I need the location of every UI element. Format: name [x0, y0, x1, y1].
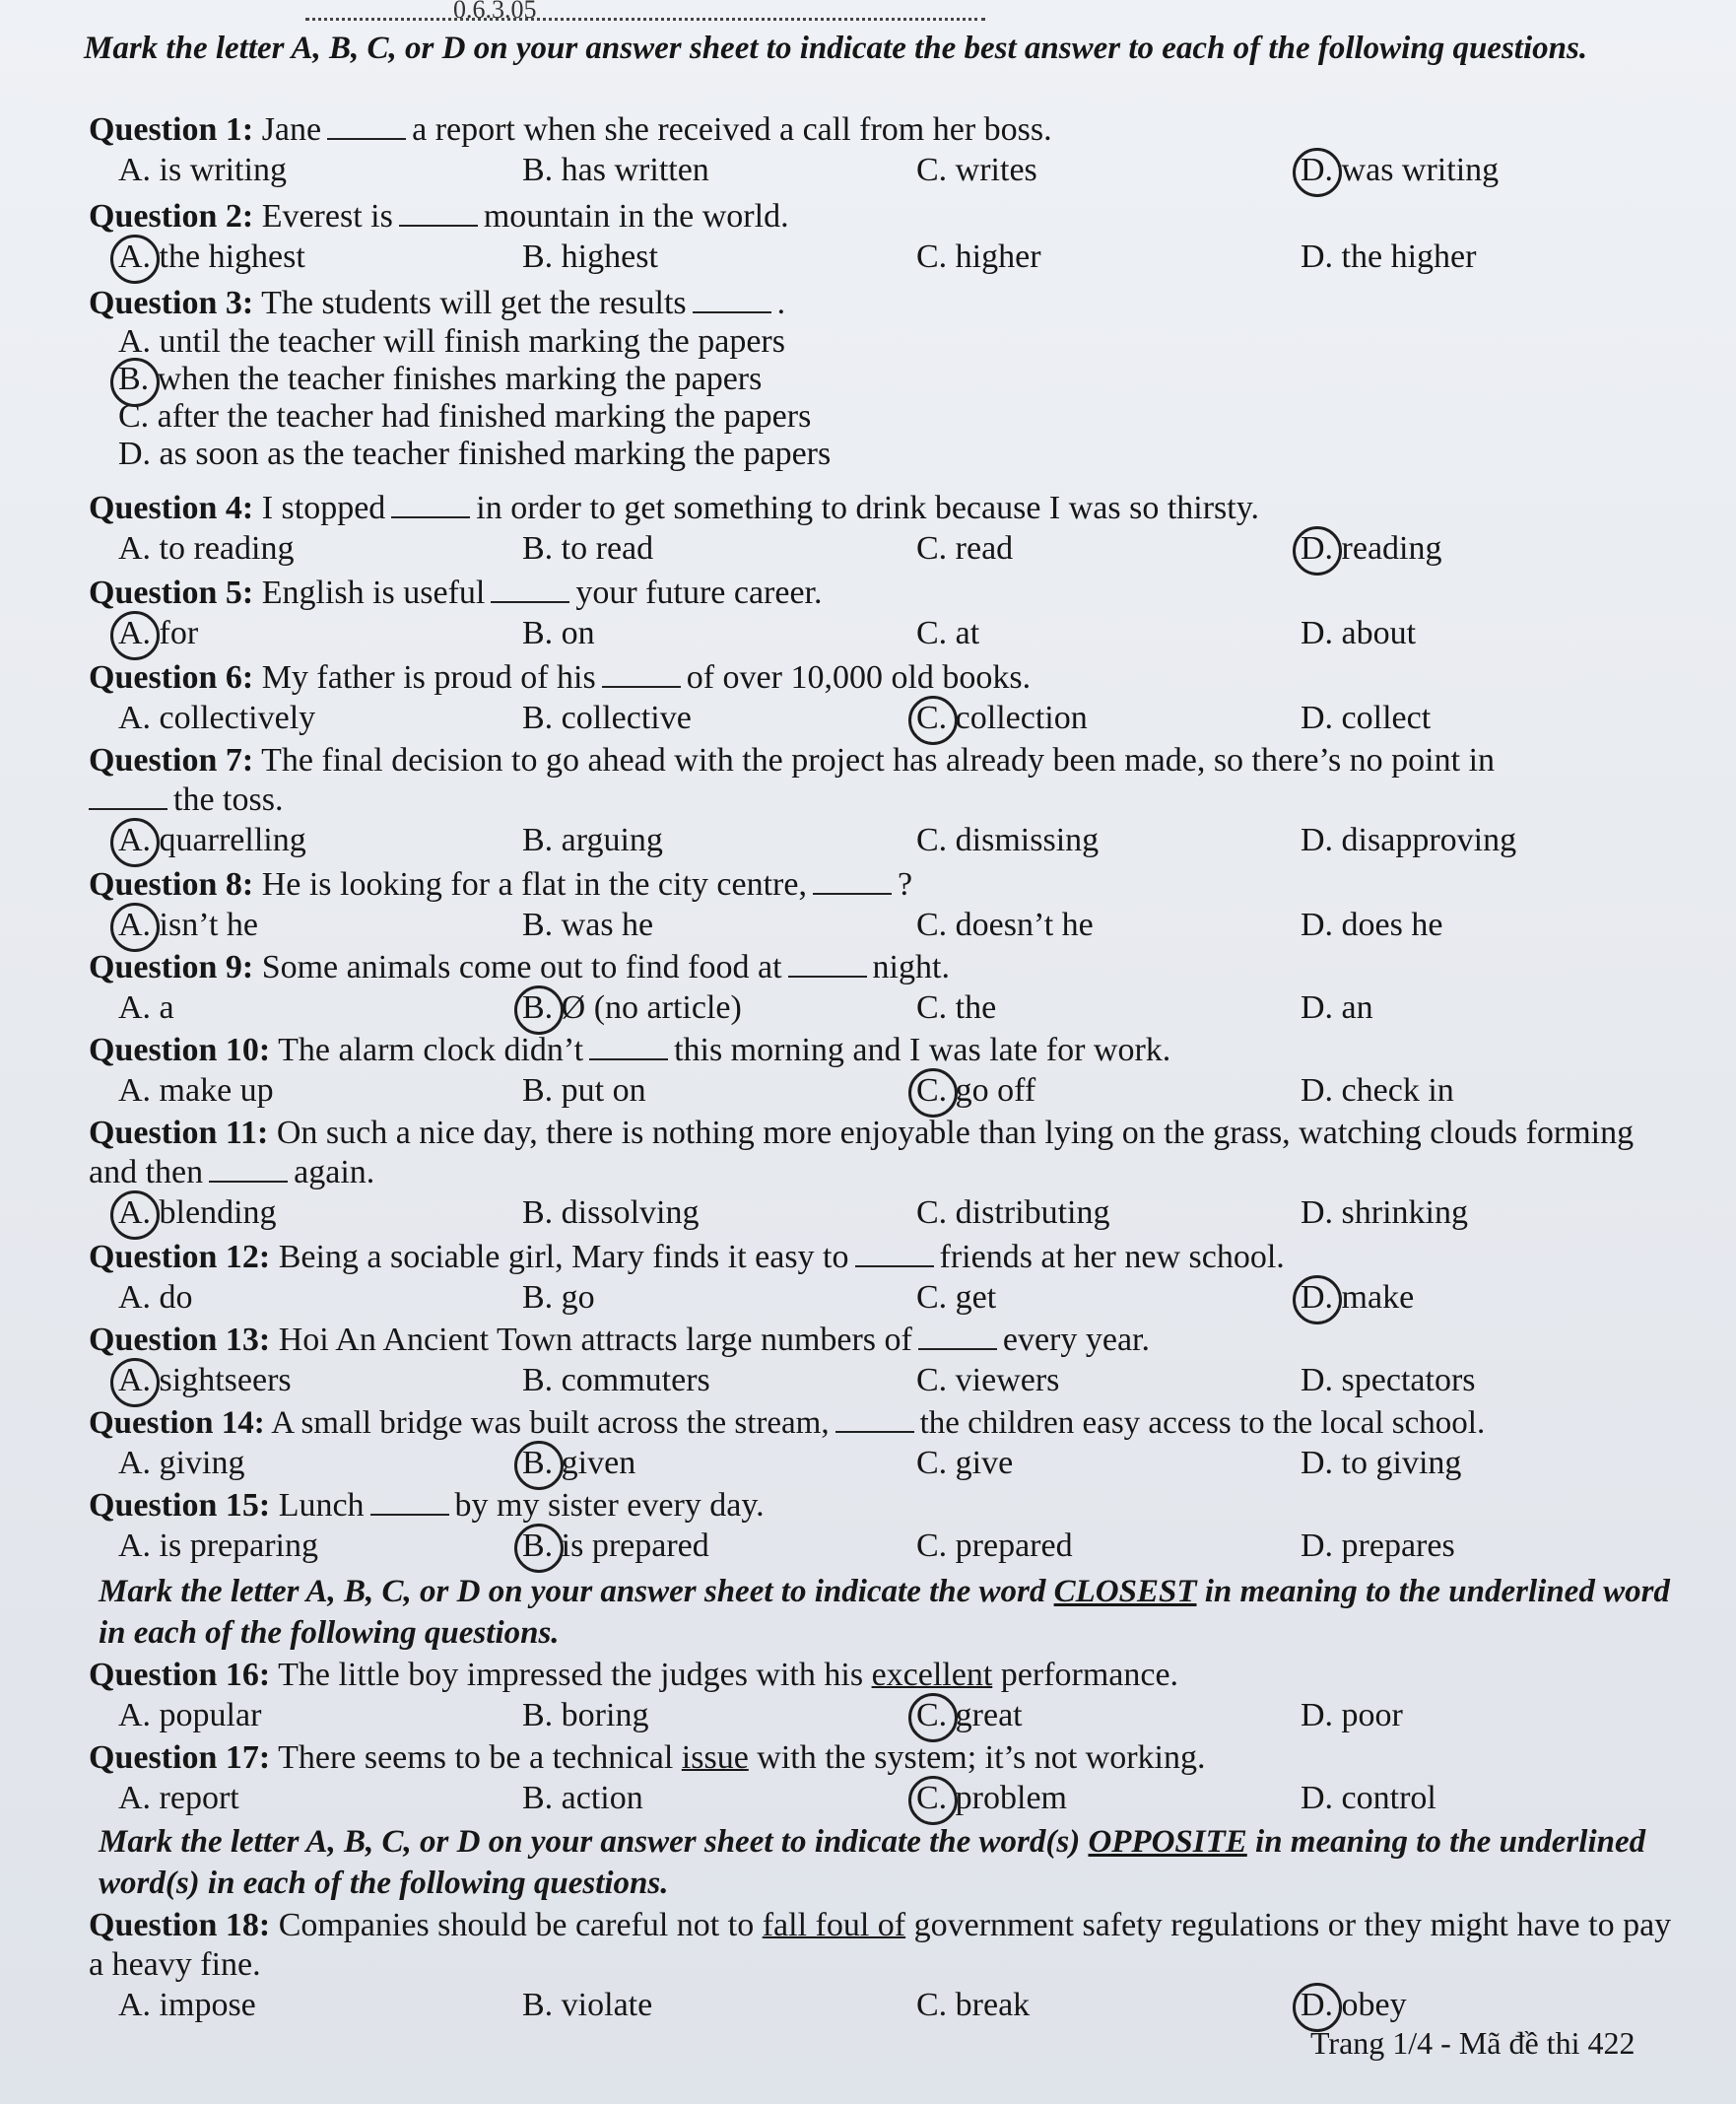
option-d[interactable]: D. the higher [1301, 238, 1477, 275]
option-c[interactable]: C. dismissing [916, 822, 1100, 858]
option-a[interactable]: A. until the teacher will finish marking the papers [118, 323, 785, 360]
option-a[interactable]: A. sightseers [118, 1362, 292, 1399]
option-c[interactable]: C. writes [916, 152, 1037, 188]
question-7 [89, 741, 1685, 863]
option-c[interactable]: C. doesn’t he [916, 907, 1094, 943]
option-a[interactable]: A. collectively [118, 700, 316, 736]
answer-circle [110, 611, 160, 660]
question-11 [89, 1114, 1685, 1236]
question-5 [89, 574, 1685, 656]
top-mark: 0.6.3.05 [453, 0, 537, 24]
instruction-part-3: Mark the letter A, B, C, or D on your answer sheet to indicate the word(s) OPPOSITE in meaning to the underlined word(s) in each of the following questions. [99, 1824, 1646, 1901]
option-b[interactable]: B. go [522, 1279, 595, 1316]
option-d[interactable]: D. an [1301, 989, 1373, 1026]
question-14 [89, 1403, 1685, 1486]
question-2 [89, 197, 1685, 280]
option-c[interactable]: C. collection [916, 700, 1088, 737]
option-a[interactable]: A. impose [118, 1987, 256, 2023]
option-d[interactable]: D. about [1301, 615, 1417, 651]
option-a[interactable]: A. to reading [118, 530, 295, 567]
question-stem: Question 5: English is useful your future career. [89, 575, 823, 611]
question-stem: Question 17: There seems to be a technical issue with the system; it’s not working. [89, 1739, 1206, 1776]
question-stem: Question 16: The little boy impressed the judges with his excellent performance. [89, 1657, 1179, 1693]
question-6 [89, 658, 1685, 741]
answer-circle [1293, 1275, 1342, 1324]
option-d[interactable]: D. make [1301, 1279, 1414, 1317]
question-stem: Question 12: Being a sociable girl, Mary finds it easy to friends at her new school. [89, 1239, 1285, 1275]
answer-circle [110, 235, 160, 284]
option-a[interactable]: A. giving [118, 1445, 245, 1481]
question-12 [89, 1238, 1685, 1321]
question-3 [89, 284, 1685, 473]
option-c[interactable]: C. get [916, 1279, 997, 1316]
question-stem: Question 11: On such a nice day, there is nothing more enjoyable than lying on the grass, watching clouds forming and then again. [89, 1115, 1635, 1190]
option-b[interactable]: B. action [522, 1780, 643, 1816]
option-a[interactable]: A. report [118, 1780, 239, 1816]
header-dotted-line [305, 0, 985, 24]
instruction-part-2: Mark the letter A, B, C, or D on your answer sheet to indicate the word CLOSEST in meaning to the underlined word in each of the following questions. [99, 1574, 1670, 1651]
instruction-part-1: Mark the letter A, B, C, or D on your answer sheet to indicate the best answer to each of the following questions. [84, 31, 1588, 66]
option-b[interactable]: B. dissolving [522, 1194, 700, 1231]
option-d[interactable]: D. reading [1301, 530, 1442, 568]
option-b[interactable]: B. was he [522, 907, 654, 943]
question-stem: Question 2: Everest is mountain in the world. [89, 198, 789, 235]
option-a[interactable]: A. blending [118, 1194, 277, 1232]
option-d[interactable]: D. prepares [1301, 1527, 1455, 1564]
option-c[interactable]: C. viewers [916, 1362, 1060, 1398]
option-d[interactable]: D. shrinking [1301, 1194, 1468, 1231]
question-18 [89, 1906, 1685, 2028]
question-9 [89, 948, 1685, 1031]
question-stem: Question 9: Some animals come out to find food at night. [89, 949, 950, 985]
answer-circle [908, 1693, 958, 1742]
question-17 [89, 1738, 1685, 1821]
question-stem: Question 1: Jane a report when she received a call from her boss. [89, 111, 1052, 148]
option-a[interactable]: A. do [118, 1279, 193, 1316]
option-a[interactable]: A. the highest [118, 238, 305, 276]
option-a[interactable]: A. isn’t he [118, 907, 258, 944]
answer-circle [110, 358, 160, 407]
option-a[interactable]: A. is writing [118, 152, 287, 188]
option-a[interactable]: A. quarrelling [118, 822, 306, 859]
option-c[interactable]: C. after the teacher had finished marking the papers [118, 398, 812, 435]
answer-circle [110, 903, 160, 952]
option-b[interactable]: B. Ø (no article) [522, 989, 742, 1027]
option-c[interactable]: C. give [916, 1445, 1014, 1481]
option-d[interactable]: D. does he [1301, 907, 1443, 943]
option-a[interactable]: A. a [118, 989, 174, 1026]
answer-circle [514, 1524, 564, 1573]
option-c[interactable]: C. go off [916, 1072, 1035, 1110]
answer-circle [514, 985, 564, 1035]
option-b[interactable]: B. highest [522, 238, 658, 275]
answer-circle [514, 1441, 564, 1490]
option-d[interactable]: D. check in [1301, 1072, 1454, 1109]
question-stem: Question 15: Lunch by my sister every day. [89, 1487, 765, 1524]
question-stem: Question 7: The final decision to go ahead with the project has already been made, so there’s no point in the toss. [89, 742, 1496, 818]
option-d[interactable]: D. poor [1301, 1697, 1403, 1733]
option-b[interactable]: B. boring [522, 1697, 649, 1733]
underlined-word: excellent [871, 1657, 993, 1693]
page-footer: Trang 1/4 - Mã đề thi 422 [1310, 2025, 1636, 2061]
option-a[interactable]: A. is preparing [118, 1527, 319, 1564]
answer-circle [908, 1776, 958, 1825]
option-b[interactable]: B. is prepared [522, 1527, 709, 1565]
option-b[interactable]: B. given [522, 1445, 635, 1482]
underlined-word: fall foul of [762, 1907, 906, 1943]
option-c[interactable]: C. problem [916, 1780, 1067, 1817]
question-8 [89, 865, 1685, 948]
question-stem: Question 8: He is looking for a flat in the city centre, ? [89, 866, 913, 903]
option-d[interactable]: D. disapproving [1301, 822, 1517, 858]
question-stem: Question 13: Hoi An Ancient Town attracts large numbers of every year. [89, 1322, 1151, 1358]
question-10 [89, 1031, 1685, 1114]
answer-circle [1293, 148, 1342, 197]
option-b[interactable]: B. collective [522, 700, 692, 736]
underlined-word: issue [681, 1739, 749, 1776]
option-b[interactable]: B. has written [522, 152, 709, 188]
question-stem: Question 3: The students will get the results . [89, 285, 786, 321]
option-d[interactable]: D. was writing [1301, 152, 1499, 189]
question-16 [89, 1656, 1685, 1738]
option-c[interactable]: C. great [916, 1697, 1023, 1734]
question-15 [89, 1486, 1685, 1569]
option-d[interactable]: D. control [1301, 1780, 1436, 1816]
option-d[interactable]: D. collect [1301, 700, 1432, 736]
question-stem: Question 18: Companies should be careful not to fall foul of government safety regulations or they might have to pay a heavy fine. [89, 1907, 1672, 1983]
question-1 [89, 110, 1685, 193]
option-c[interactable]: C. distributing [916, 1194, 1110, 1231]
question-13 [89, 1321, 1685, 1403]
answer-circle [908, 696, 958, 745]
option-a[interactable]: A. popular [118, 1697, 262, 1733]
option-b[interactable]: B. when the teacher finishes marking the papers [118, 361, 1685, 398]
option-c[interactable]: C. at [916, 615, 980, 651]
option-b[interactable]: B. to read [522, 530, 654, 567]
option-a[interactable]: A. for [118, 615, 198, 652]
option-c[interactable]: C. the [916, 989, 997, 1026]
option-b[interactable]: B. arguing [522, 822, 663, 858]
option-b[interactable]: B. violate [522, 1987, 653, 2023]
question-stem: Question 10: The alarm clock didn’t this morning and I was late for work. [89, 1032, 1171, 1068]
option-c[interactable]: C. read [916, 530, 1014, 567]
question-stem: Question 4: I stopped in order to get something to drink because I was so thirsty. [89, 490, 1260, 526]
answer-circle [110, 1358, 160, 1407]
option-c[interactable]: C. prepared [916, 1527, 1073, 1564]
answer-circle [1293, 526, 1342, 576]
option-c[interactable]: C. break [916, 1987, 1031, 2023]
question-stem: Question 14: A small bridge was built across the stream, the children easy access to the local school. [89, 1405, 1486, 1441]
answer-circle [908, 1068, 958, 1118]
question-stem: Question 6: My father is proud of his of over 10,000 old books. [89, 659, 1032, 696]
answer-circle [110, 818, 160, 867]
option-d[interactable]: D. obey [1301, 1987, 1407, 2024]
option-b[interactable]: B. on [522, 615, 595, 651]
option-b[interactable]: B. put on [522, 1072, 646, 1109]
option-b[interactable]: B. commuters [522, 1362, 710, 1398]
answer-circle [110, 1190, 160, 1240]
option-d[interactable]: D. as soon as the teacher finished marking the papers [118, 436, 832, 472]
option-a[interactable]: A. make up [118, 1072, 274, 1109]
option-d[interactable]: D. to giving [1301, 1445, 1462, 1481]
question-4 [89, 489, 1685, 572]
option-d[interactable]: D. spectators [1301, 1362, 1476, 1398]
option-c[interactable]: C. higher [916, 238, 1041, 275]
